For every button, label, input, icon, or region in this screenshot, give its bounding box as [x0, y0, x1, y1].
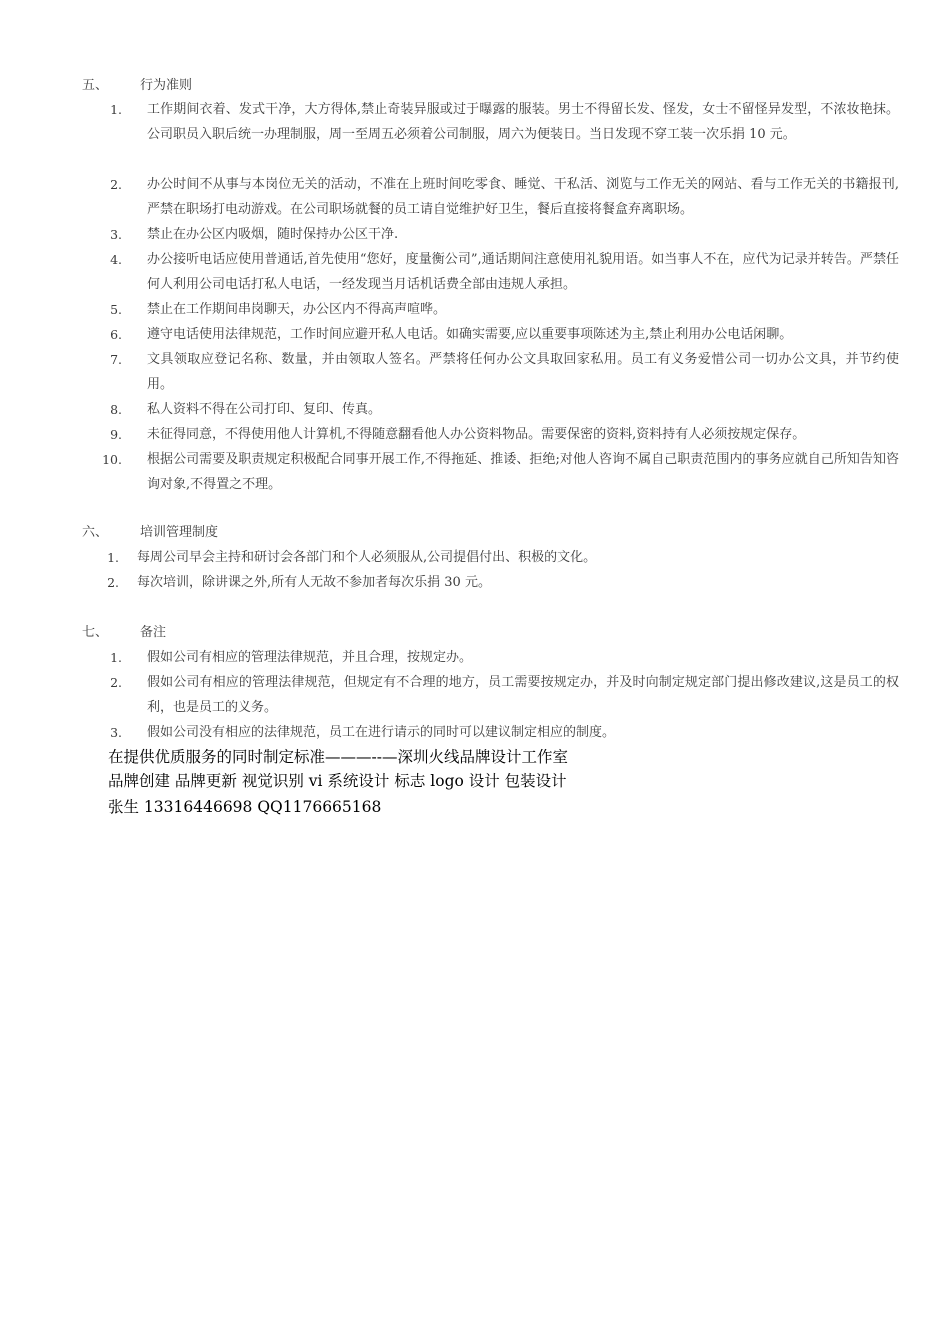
item-text: 遵守电话使用法律规范，工作时间应避开私人电话。如确实需要,应以重要事项陈述为主,禁止利用办公电话闲聊。: [147, 327, 793, 342]
item-text: 未征得同意，不得使用他人计算机,不得随意翻看他人办公资料物品。需要保密的资料,资料持有人必须按规定保存。: [147, 427, 806, 442]
item-text: 每次培训，除讲课之外,所有人无故不参加者每次乐捐 30 元。: [137, 575, 491, 590]
item-number: 4.: [110, 252, 122, 267]
item-text: 私人资料不得在公司打印、复印、传真。: [147, 402, 382, 417]
item-text: 工作期间衣着、发式干净，大方得体,禁止奇装异服或过于曝露的服装。男士不得留长发、怪发，女士不留怪异发型，不浓妆艳抹。公司职员入职后统一办理制服，周一至周五必须着公司制服，周六为便装日。当日发现不穿工装一次乐捐 10 元。: [147, 102, 899, 142]
item-number: 3.: [110, 227, 122, 242]
item-number: 1.: [110, 650, 122, 665]
section-heading: [82, 524, 218, 542]
item-number: 1.: [107, 550, 119, 565]
section-title: 备注: [140, 625, 167, 640]
section-title: 行为准则: [140, 78, 193, 93]
item-number: 5.: [110, 302, 122, 317]
item-number: 8.: [110, 402, 122, 417]
footer-services: 品牌创建 品牌更新 视觉识别 vi 系统设计 标志 logo 设计 包装设计: [108, 772, 567, 790]
item-text: 办公时间不从事与本岗位无关的活动，不准在上班时间吃零食、睡觉、干私活、浏览与工作无关的网站、看与工作无关的书籍报刊,严禁在职场打电动游戏。在公司职场就餐的员工请自觉维护好卫生，餐后直接将餐盒弃离职场。: [147, 177, 899, 217]
item-number: 7.: [110, 352, 122, 367]
footer-slogan: 在提供优质服务的同时制定标准———--—深圳火线品牌设计工作室: [108, 748, 568, 766]
section-number: 五、: [82, 78, 109, 93]
item-text: 假如公司有相应的管理法律规范，但规定有不合理的地方，员工需要按规定办，并及时向制定规定部门提出修改建议,这是员工的权利，也是员工的义务。: [147, 675, 899, 715]
item-text: 根据公司需要及职责规定积极配合同事开展工作,不得拖延、推诿、拒绝;对他人咨询不属自己职责范围内的事务应就自己所知告知咨询对象,不得置之不理。: [147, 452, 899, 492]
section-heading: [82, 77, 192, 95]
item-number: 9.: [110, 427, 122, 442]
footer-contact: 张生 13316446698 QQ1176665168: [108, 798, 382, 816]
section-title: 培训管理制度: [140, 525, 219, 540]
item-number: 6.: [110, 327, 122, 342]
section-number: 六、: [82, 525, 109, 540]
item-number: 10.: [102, 452, 122, 467]
item-text: 禁止在办公区内吸烟，随时保持办公区干净.: [147, 227, 399, 242]
item-text: 办公接听电话应使用普通话,首先使用“您好，度量衡公司”,通话期间注意使用礼貌用语。如当事人不在，应代为记录并转告。严禁任何人利用公司电话打私人电话，一经发现当月话机话费全部由违规人承担。: [147, 252, 899, 292]
item-number: 2.: [110, 177, 122, 192]
item-number: 3.: [110, 725, 122, 740]
item-number: 2.: [107, 575, 119, 590]
item-text: 禁止在工作期间串岗聊天，办公区内不得高声喧哗。: [147, 302, 447, 317]
item-text: 每周公司早会主持和研讨会各部门和个人必须服从,公司提倡付出、积极的文化。: [137, 550, 597, 565]
item-text: 文具领取应登记名称、数量，并由领取人签名。严禁将任何办公文具取回家私用。员工有义务爱惜公司一切办公文具，并节约使用。: [147, 352, 899, 392]
item-text: 假如公司没有相应的法律规范，员工在进行请示的同时可以建议制定相应的制度。: [147, 725, 616, 740]
item-number: 1.: [110, 102, 122, 117]
item-number: 2.: [110, 675, 122, 690]
section-heading: [82, 624, 166, 642]
section-number: 七、: [82, 625, 109, 640]
item-text: 假如公司有相应的管理法律规范，并且合理，按规定办。: [147, 650, 473, 665]
